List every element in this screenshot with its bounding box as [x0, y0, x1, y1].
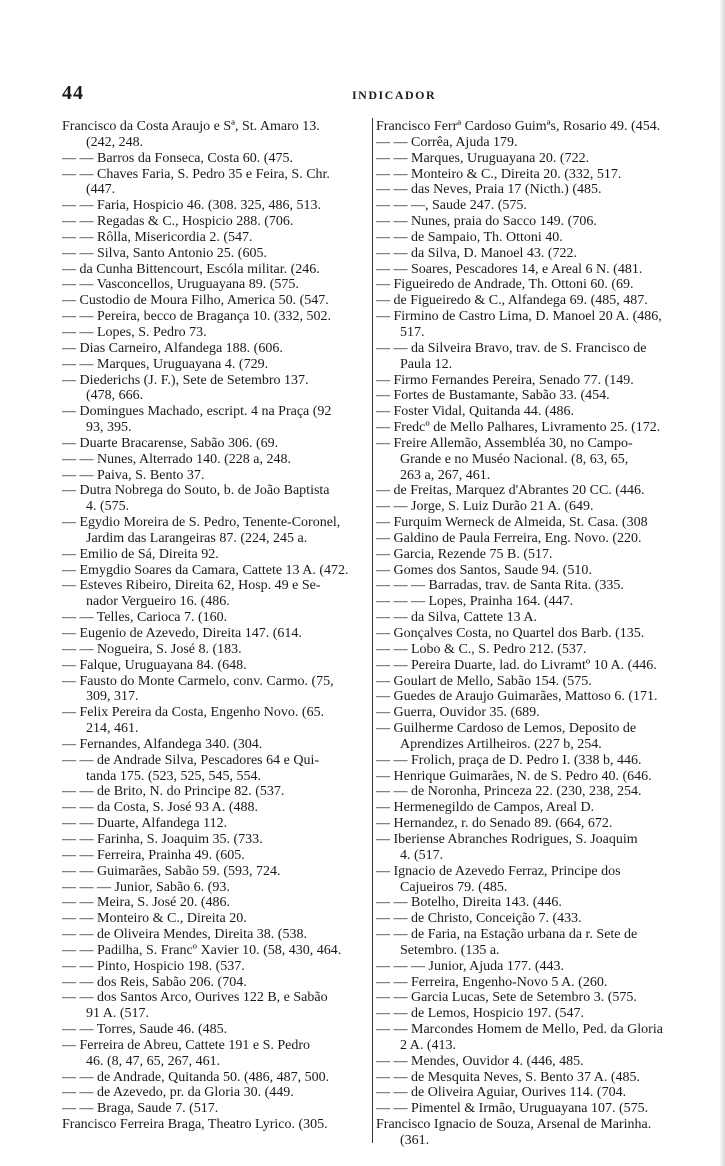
- entry-line: — — de Andrade Silva, Pescadores 64 e Qui-: [62, 752, 319, 768]
- index-entry: [376, 784, 714, 800]
- index-entry: [376, 578, 714, 594]
- index-entry: [376, 626, 714, 642]
- entry-line: — da Cunha Bittencourt, Escóla militar. (246.: [62, 261, 320, 277]
- entry-line: — — de Lemos, Hospicio 197. (547.: [376, 1006, 585, 1022]
- entry-line: — — Regadas & C., Hospicio 288. (706.: [62, 214, 294, 230]
- entry-line: — Figueiredo de Andrade, Th. Ottoni 60. (69.: [376, 277, 634, 293]
- index-entry: [376, 1054, 714, 1070]
- index-entry: [62, 341, 370, 357]
- entry-line: — — Garcia Lucas, Sete de Setembro 3. (575.: [376, 990, 637, 1006]
- index-entry: [376, 198, 714, 214]
- entry-continuation-line: (242, 248.: [86, 134, 144, 150]
- index-entry: [376, 990, 714, 1006]
- index-entry: [62, 483, 370, 515]
- entry-line: — — Frolich, praça de D. Pedro I. (338 b, 446.: [376, 752, 642, 768]
- index-entry: [376, 167, 714, 183]
- index-entry: [376, 151, 714, 167]
- entry-continuation-line: Aprendizes Artilheiros. (227 b, 254.: [400, 736, 602, 752]
- entry-line: — — Marques, Uruguayana 4. (729.: [62, 356, 269, 372]
- index-entry: [62, 753, 370, 785]
- entry-line: — Custodio de Moura Filho, America 50. (547.: [62, 293, 329, 309]
- index-entry: [62, 1085, 370, 1101]
- index-entry: [376, 262, 714, 278]
- entry-continuation-line: 91 A. (517.: [86, 1006, 149, 1022]
- index-entry: [376, 293, 714, 309]
- entry-line: — Fausto do Monte Carmelo, conv. Carmo. (75,: [62, 673, 334, 689]
- index-entry: [376, 832, 714, 864]
- entry-line: — — — Lopes, Prainha 164. (447.: [376, 594, 574, 610]
- index-entry: [376, 927, 714, 959]
- entry-line: — — Vasconcellos, Uruguayana 89. (575.: [62, 277, 299, 293]
- index-entry: [62, 262, 370, 278]
- entry-continuation-line: (478, 666.: [86, 388, 144, 404]
- index-entry: [62, 864, 370, 880]
- index-entry: [62, 468, 370, 484]
- entry-line: — Firmino de Castro Lima, D. Manoel 20 A. (486,: [376, 309, 662, 325]
- entry-line: — Guilherme Cardoso de Lemos, Deposito de: [376, 721, 637, 737]
- index-entry: [376, 420, 714, 436]
- right-column: [376, 119, 714, 1149]
- entry-line: — — Ferreira, Engenho-Novo 5 A. (260.: [376, 974, 608, 990]
- entry-line: — — Mendes, Ouvidor 4. (446, 485.: [376, 1053, 584, 1069]
- index-entry: [376, 975, 714, 991]
- entry-line: — — de Sampaio, Th. Ottoni 40.: [376, 229, 563, 245]
- entry-line: Francisco Ignacio de Souza, Arsenal de Marinha.: [376, 1117, 652, 1133]
- entry-line: — Furquim Werneck de Almeida, St. Casa. (308: [376, 515, 648, 531]
- index-entry: [376, 689, 714, 705]
- entry-line: — — Barros da Fonseca, Costa 60. (475.: [62, 150, 293, 166]
- index-entry: [376, 135, 714, 151]
- entry-continuation-line: 263 a, 267, 461.: [400, 467, 491, 483]
- entry-line: — Dias Carneiro, Alfandega 188. (606.: [62, 340, 283, 356]
- entry-line: — Eugenio de Azevedo, Direita 147. (614.: [62, 626, 302, 641]
- entry-line: — Esteves Ribeiro, Direita 62, Hosp. 49 e Se-: [62, 578, 321, 594]
- entry-continuation-line: Setembro. (135 a.: [400, 942, 500, 958]
- entry-line: — — das Neves, Praia 17 (Nicth.) (485.: [376, 182, 602, 198]
- entry-continuation-line: Paula 12.: [400, 356, 453, 372]
- entry-continuation-line: 309, 317.: [86, 689, 139, 705]
- entry-line: — — Farinha, S. Joaquim 35. (733.: [62, 831, 263, 847]
- entry-continuation-line: (361.: [400, 1133, 430, 1148]
- index-entry: [62, 642, 370, 658]
- entry-line: — de Figueiredo & C., Alfandega 69. (485, 487.: [376, 293, 648, 309]
- entry-line: — de Freitas, Marquez d'Abrantes 20 CC. (446.: [376, 483, 645, 499]
- entry-line: — — Chaves Faria, S. Pedro 35 e Feira, S. Chr.: [62, 166, 330, 182]
- entry-continuation-line: 214, 461.: [86, 721, 139, 737]
- column-divider: [372, 118, 373, 1143]
- index-entry: [62, 784, 370, 800]
- index-entry: [62, 1038, 370, 1070]
- entry-line: — — da Silva, D. Manoel 43. (722.: [376, 245, 578, 261]
- index-entry: [376, 499, 714, 515]
- index-entry: [376, 404, 714, 420]
- index-entry: [62, 198, 370, 214]
- index-entry: [62, 563, 370, 579]
- index-entry: [62, 674, 370, 706]
- index-entry: [62, 246, 370, 262]
- entry-line: — — — Junior, Sabão 6. (93.: [62, 879, 230, 895]
- entry-continuation-line: Grande e no Muséo Nacional. (8, 63, 65,: [400, 451, 629, 467]
- entry-line: — Fernandes, Alfandega 340. (304.: [62, 736, 263, 752]
- entry-line: — Fortes de Bustamante, Sabão 33. (454.: [376, 388, 610, 404]
- entry-line: — — Padilha, S. Francº Xavier 10. (58, 430, 464.: [62, 942, 342, 958]
- entry-line: — Henrique Guimarães, N. de S. Pedro 40. (646.: [376, 768, 652, 784]
- entry-line: — — Corrêa, Ajuda 179.: [376, 134, 518, 150]
- index-entry: [376, 674, 714, 690]
- index-entry: [376, 547, 714, 563]
- entry-line: — Firmo Fernandes Pereira, Senado 77. (149.: [376, 372, 634, 388]
- index-entry: [376, 230, 714, 246]
- index-entry: [62, 880, 370, 896]
- left-column: [62, 119, 370, 1133]
- entry-line: — — de Noronha, Princeza 22. (230, 238, 254.: [376, 784, 642, 800]
- entry-line: — Ignacio de Azevedo Ferraz, Principe dos: [376, 863, 621, 879]
- entry-continuation-line: nador Vergueiro 16. (486.: [86, 594, 230, 610]
- entry-line: — Guedes de Araujo Guimarães, Mattoso 6. (171.: [376, 689, 658, 705]
- index-entry: [376, 658, 714, 674]
- entry-line: — Ferreira de Abreu, Cattete 191 e S. Pedro: [62, 1037, 311, 1053]
- entry-line: — — Pereira, becco de Bragança 10. (332, 502.: [62, 309, 332, 325]
- index-entry: [376, 277, 714, 293]
- entry-line: — Gonçalves Costa, no Quartel dos Barb. (135.: [376, 626, 645, 641]
- entry-line: — — — Barradas, trav. de Santa Rita. (335.: [376, 578, 624, 594]
- entry-line: — — Pereira Duarte, lad. do Livramtº 10 A. (446.: [376, 657, 657, 673]
- index-entry: [376, 1006, 714, 1022]
- entry-line: — — —, Saude 247. (575.: [376, 198, 527, 214]
- entry-line: — Diederichs (J. F.), Sete de Setembro 137.: [62, 372, 309, 388]
- entry-line: — Freire Allemão, Assembléa 30, no Campo-: [376, 435, 633, 451]
- index-entry: [376, 753, 714, 769]
- entry-line: — Dutra Nobrega do Souto, b. de João Baptista: [62, 483, 330, 499]
- index-entry: [62, 515, 370, 547]
- index-entry: [376, 1101, 714, 1117]
- entry-line: — — de Faria, na Estação urbana da r. Sete de: [376, 927, 638, 943]
- index-entry: [376, 1085, 714, 1101]
- entry-line: — — Pinto, Hospicio 198. (537.: [62, 958, 245, 974]
- entry-line: — Iberiense Abranches Rodrigues, S. Joaquim: [376, 831, 638, 847]
- entry-line: — — Rôlla, Misericordia 2. (547.: [62, 229, 253, 245]
- entry-line: — — Marques, Uruguayana 20. (722.: [376, 150, 590, 166]
- index-entry: [62, 943, 370, 959]
- entry-line: — — de Azevedo, pr. da Gloria 30. (449.: [62, 1085, 294, 1101]
- index-entry: [62, 816, 370, 832]
- entry-line: — — de Oliveira Mendes, Direita 38. (538.: [62, 927, 307, 943]
- entry-line: — — Faria, Hospicio 46. (308. 325, 486, 513.: [62, 198, 321, 214]
- entry-line: — Duarte Bracarense, Sabão 306. (69.: [62, 435, 279, 451]
- scan-edge-shadow: [719, 0, 725, 1166]
- index-entry: [62, 705, 370, 737]
- index-entry: [62, 119, 370, 151]
- entry-line: — — Braga, Saude 7. (517.: [62, 1101, 219, 1117]
- index-entry: [376, 864, 714, 896]
- entry-line: — — Telles, Carioca 7. (160.: [62, 610, 228, 626]
- entry-line: — — de Brito, N. do Principe 82. (537.: [62, 784, 285, 800]
- entry-line: — Hermenegildo de Campos, Areal D.: [376, 800, 595, 816]
- entry-line: — — da Silva, Cattete 13 A.: [376, 610, 537, 626]
- entry-line: — — Marcondes Homem de Mello, Ped. da Gloria: [376, 1022, 663, 1038]
- index-entry: [376, 1117, 714, 1149]
- entry-line: — Emilio de Sá, Direita 92.: [62, 546, 219, 562]
- entry-line: — — Ferreira, Prainha 49. (605.: [62, 847, 245, 863]
- entry-continuation-line: (447.: [86, 182, 116, 198]
- index-entry: [376, 594, 714, 610]
- entry-line: — — Lobo & C., S. Pedro 212. (537.: [376, 641, 587, 657]
- index-entry: [62, 1117, 370, 1133]
- index-entry: [62, 277, 370, 293]
- entry-line: — — Torres, Saude 46. (485.: [62, 1022, 228, 1038]
- entry-line: — — dos Reis, Sabão 206. (704.: [62, 974, 247, 990]
- entry-line: — — Lopes, S. Pedro 73.: [62, 324, 207, 340]
- entry-continuation-line: 4. (575.: [86, 499, 130, 515]
- index-entry: [376, 246, 714, 262]
- index-entry: [62, 436, 370, 452]
- entry-line: — — de Christo, Conceição 7. (433.: [376, 911, 582, 927]
- entry-line: — — Silva, Santo Antonio 25. (605.: [62, 245, 267, 261]
- entry-line: — — da Costa, S. José 93 A. (488.: [62, 800, 258, 816]
- entry-line: — — da Silveira Bravo, trav. de S. Francisco de: [376, 340, 647, 356]
- entry-line: — — Botelho, Direita 143. (446.: [376, 895, 562, 911]
- index-entry: [62, 737, 370, 753]
- entry-continuation-line: 517.: [400, 324, 425, 340]
- index-entry: [376, 895, 714, 911]
- entry-line: — Felix Pereira da Costa, Engenho Novo. (65.: [62, 705, 325, 721]
- running-title: INDICADOR: [352, 88, 437, 102]
- entry-line: — Emygdio Soares da Camara, Cattete 13 A. (472.: [62, 562, 349, 578]
- index-entry: [376, 182, 714, 198]
- entry-continuation-line: Cajueiros 79. (485.: [400, 879, 508, 895]
- index-entry: [376, 642, 714, 658]
- entry-continuation-line: 4. (517.: [400, 847, 444, 863]
- entry-line: — Goulart de Mello, Sabão 154. (575.: [376, 673, 592, 689]
- entry-line: — — de Andrade, Quitanda 50. (486, 487, 500.: [62, 1069, 330, 1085]
- index-entry: [62, 547, 370, 563]
- index-entry: [62, 357, 370, 373]
- entry-continuation-line: Jardim das Larangeiras 87. (224, 245 a.: [86, 530, 308, 546]
- index-entry: [376, 483, 714, 499]
- entry-line: — — de Oliveira Aguiar, Ourives 114. (704.: [376, 1085, 627, 1101]
- entry-line: — Fredcº de Mello Palhares, Livramento 25. (172.: [376, 420, 661, 436]
- entry-line: — — Guimarães, Sabão 59. (593, 724.: [62, 863, 281, 879]
- index-entry: [62, 610, 370, 626]
- entry-line: — — Nunes, Alterrado 140. (228 a, 248.: [62, 451, 292, 467]
- entry-line: — Domingues Machado, escript. 4 na Praça (92: [62, 404, 332, 420]
- index-entry: [62, 658, 370, 674]
- entry-line: — Gomes dos Santos, Saude 94. (510.: [376, 562, 592, 578]
- index-entry: [376, 1022, 714, 1054]
- entry-line: — — Monteiro & C., Direita 20. (332, 517.: [376, 166, 622, 182]
- index-entry: [62, 975, 370, 991]
- entry-line: — Egydio Moreira de S. Pedro, Tenente-Coronel,: [62, 515, 341, 531]
- entry-line: — Guerra, Ouvidor 35. (689.: [376, 705, 540, 721]
- entry-continuation-line: 2 A. (413.: [400, 1037, 456, 1053]
- index-entry: [62, 1101, 370, 1117]
- index-entry: [376, 515, 714, 531]
- index-entry: [62, 626, 370, 642]
- entry-line: — — Duarte, Alfandega 112.: [62, 816, 228, 832]
- index-entry: [62, 848, 370, 864]
- entry-line: — — dos Santos Arco, Ourives 122 B, e Sabão: [62, 990, 328, 1006]
- entry-line: — Falque, Uruguayana 84. (648.: [62, 657, 247, 673]
- entry-line: — — Jorge, S. Luiz Durão 21 A. (649.: [376, 499, 594, 515]
- entry-line: Francisco Ferreira Braga, Theatro Lyrico. (305.: [62, 1117, 328, 1133]
- index-entry: [62, 293, 370, 309]
- entry-line: — — Paiva, S. Bento 37.: [62, 467, 205, 483]
- index-entry: [62, 832, 370, 848]
- entry-line: — — Soares, Pescadores 14, e Areal 6 N. (481.: [376, 261, 643, 277]
- index-entry: [62, 895, 370, 911]
- index-entry: [62, 404, 370, 436]
- index-entry: [62, 578, 370, 610]
- entry-continuation-line: 46. (8, 47, 65, 267, 461.: [86, 1053, 221, 1069]
- index-entry: [376, 373, 714, 389]
- index-entry: [376, 705, 714, 721]
- index-entry: [376, 341, 714, 373]
- index-entry: [376, 388, 714, 404]
- entry-line: — Foster Vidal, Quitanda 44. (486.: [376, 404, 574, 420]
- index-entry: [376, 721, 714, 753]
- page-number: 44: [62, 82, 84, 104]
- index-entry: [62, 214, 370, 230]
- entry-continuation-line: tanda 175. (523, 525, 545, 554.: [86, 768, 261, 784]
- index-entry: [376, 309, 714, 341]
- index-entry: [376, 531, 714, 547]
- index-entry: [62, 800, 370, 816]
- index-entry: [376, 610, 714, 626]
- entry-line: — — Monteiro & C., Direita 20.: [62, 911, 247, 927]
- index-entry: [62, 151, 370, 167]
- entry-line: — — Nunes, praia do Sacco 149. (706.: [376, 214, 597, 230]
- entry-line: — Garcia, Rezende 75 B. (517.: [376, 546, 553, 562]
- index-entry: [376, 959, 714, 975]
- index-entry: [376, 911, 714, 927]
- index-entry: [376, 1070, 714, 1086]
- index-entry: [62, 911, 370, 927]
- index-entry: [62, 1022, 370, 1038]
- index-entry: [376, 214, 714, 230]
- index-entry: [62, 990, 370, 1022]
- index-entry: [376, 436, 714, 484]
- index-entry: [62, 167, 370, 199]
- index-entry: [376, 816, 714, 832]
- index-entry: [62, 373, 370, 405]
- entry-line: — — Nogueira, S. José 8. (183.: [62, 641, 242, 657]
- entry-line: — Hernandez, r. do Senado 89. (664, 672.: [376, 816, 613, 832]
- index-entry: [62, 325, 370, 341]
- entry-line: — — — Junior, Ajuda 177. (443.: [376, 958, 565, 974]
- entry-line: Francisco Ferrª Cardoso Guimªs, Rosario 49. (454.: [376, 119, 661, 134]
- index-entry: [62, 927, 370, 943]
- index-entry: [376, 119, 714, 135]
- index-entry: [62, 309, 370, 325]
- index-entry: [62, 1070, 370, 1086]
- entry-line: — — de Mesquita Neves, S. Bento 37 A. (485.: [376, 1069, 641, 1085]
- entry-line: Francisco da Costa Araujo e Sª, St. Amaro 13.: [62, 119, 320, 134]
- entry-line: — Galdino de Paula Ferreira, Eng. Novo. (220.: [376, 530, 642, 546]
- entry-line: — — Meira, S. José 20. (486.: [62, 895, 230, 911]
- index-entry: [376, 769, 714, 785]
- index-entry: [62, 230, 370, 246]
- entry-line: — — Pimentel & Irmão, Uruguayana 107. (575.: [376, 1101, 649, 1117]
- index-entry: [376, 800, 714, 816]
- index-entry: [62, 959, 370, 975]
- entry-continuation-line: 93, 395.: [86, 420, 132, 436]
- index-entry: [62, 452, 370, 468]
- index-entry: [376, 563, 714, 579]
